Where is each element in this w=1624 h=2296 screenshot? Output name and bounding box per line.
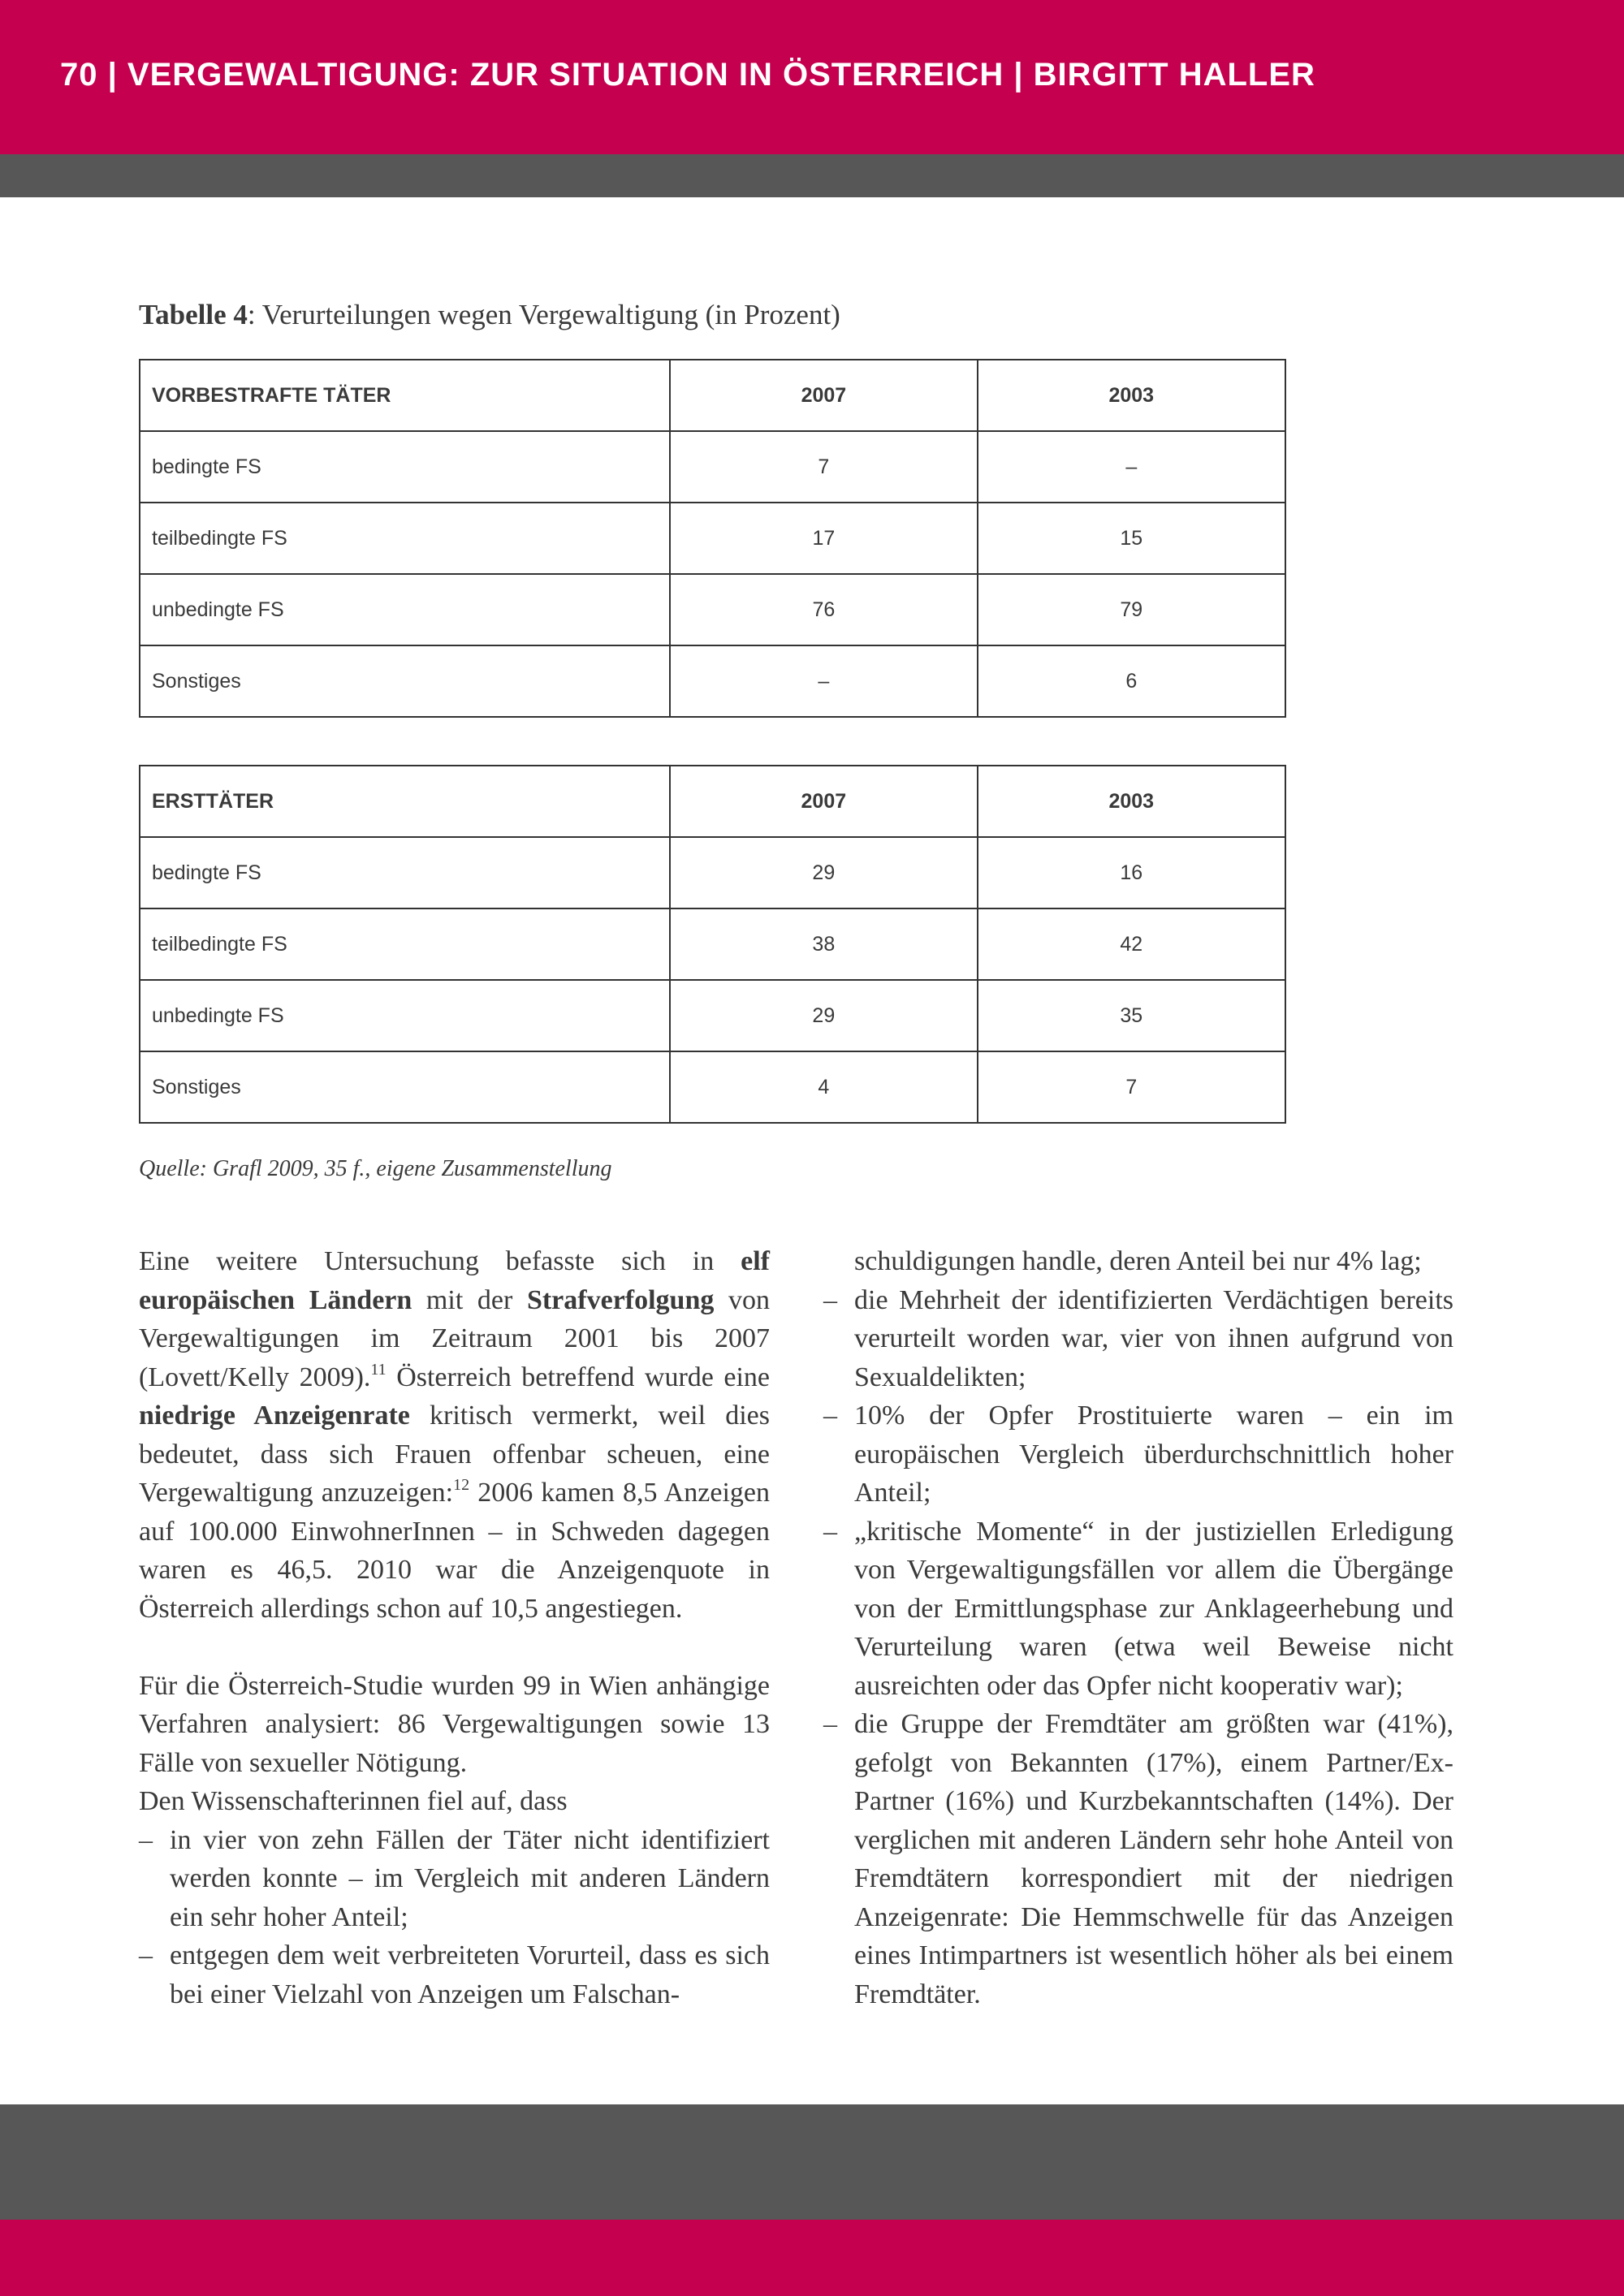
table-row	[140, 431, 1285, 503]
table-cell: –	[978, 431, 1285, 503]
header-cell: VORBESTRAFTE TÄTER	[140, 360, 670, 431]
table-row	[140, 645, 1285, 717]
footer-gray-bar	[0, 2104, 1624, 2220]
row-label: unbedingte FS	[140, 574, 670, 645]
table-header-row	[140, 360, 1285, 431]
table-row	[140, 503, 1285, 574]
list-item: – entgegen dem weit verbreiteten Vorurteil, dass es sich bei einer Vielzahl von Anzeigen um Falschan-	[139, 1936, 770, 2013]
table-cell: 76	[670, 574, 977, 645]
table-cell: 35	[978, 980, 1285, 1051]
emphasis: Strafverfolgung	[526, 1284, 715, 1315]
table-ersttaeter	[139, 765, 1286, 1124]
header-cell: 2003	[978, 766, 1285, 837]
list-item: – die Gruppe der Fremdtäter am größten war (41%), gefolgt von Bekannten (17%), einem Partner/Ex-Partner (16%) und Kurzbekanntschaften (14%). Der verglichen mit anderen Ländern sehr hohe Anteil von Fremdtätern korrespondiert mit der niedrigen Anzeigenrate: Die Hemmschwelle für das Anzeigen eines Intimpartners ist wesentlich höher als bei einem Fremdtäter.	[823, 1705, 1453, 2013]
header-cell: 2007	[670, 766, 977, 837]
list-item: – die Mehrheit der identifizierten Verdächtigen bereits verurteilt worden war, vier von ihnen aufgrund von Sexualdelikten;	[823, 1281, 1453, 1397]
emphasis: niedrige Anzeigenrate	[139, 1400, 410, 1431]
row-label: bedingte FS	[140, 837, 670, 908]
header-cell: ERSTTÄTER	[140, 766, 670, 837]
table-cell: 7	[978, 1051, 1285, 1123]
table-row	[140, 908, 1285, 980]
body-paragraph: Für die Österreich-Studie wurden 99 in Wien anhängige Verfahren analysiert: 86 Vergewaltigungen sowie 13 Fälle von sexueller Nötigung.	[139, 1670, 770, 1778]
table-cell: 38	[670, 908, 977, 980]
list-item: – 10% der Opfer Prostituierte waren – ein im europäischen Vergleich überdurchschnittlich hoher Anteil;	[823, 1396, 1453, 1513]
list-item: – in vier von zehn Fällen der Täter nicht identifiziert werden konnte – im Vergleich mit anderen Ländern ein sehr hoher Anteil;	[139, 1821, 770, 1937]
findings-list	[823, 1281, 1453, 2014]
table-caption-label: Tabelle 4	[139, 299, 248, 330]
table-cell: 29	[670, 980, 977, 1051]
footnote-ref[interactable]: 12	[453, 1476, 470, 1494]
text-column-left	[139, 1242, 770, 2013]
header-cell: 2007	[670, 360, 977, 431]
findings-list	[139, 1821, 770, 2014]
emphasis: elf europäischen Ländern	[139, 1246, 770, 1315]
table-caption-text: : Verurteilungen wegen Vergewaltigung (in Prozent)	[247, 299, 840, 330]
row-label: teilbedingte FS	[140, 503, 670, 574]
row-label: bedingte FS	[140, 431, 670, 503]
row-label: unbedingte FS	[140, 980, 670, 1051]
table-cell: 6	[978, 645, 1285, 717]
row-label: Sonstiges	[140, 645, 670, 717]
table-cell: 29	[670, 837, 977, 908]
header-gray-bar	[0, 154, 1624, 197]
table-cell: 17	[670, 503, 977, 574]
list-item: – „kritische Momente“ in der justiziellen Erledigung von Vergewaltigungsfällen vor allem die Übergänge von der Ermittlungsphase zur Anklageerhebung und Verurteilung waren (etwa weil Beweise nicht ausreichten oder das Opfer nicht kooperativ war);	[823, 1513, 1453, 1706]
table-row	[140, 1051, 1285, 1123]
body-paragraph: Den Wissenschafterinnen fiel auf, dass	[139, 1786, 568, 1816]
row-label: Sonstiges	[140, 1051, 670, 1123]
table-caption	[139, 299, 840, 331]
text-column-right	[823, 1242, 1453, 2013]
table-cell: –	[670, 645, 977, 717]
table-vorbestrafte-taeter	[139, 359, 1286, 718]
running-header: 70 | VERGEWALTIGUNG: ZUR SITUATION IN ÖSTERREICH | BIRGITT HALLER	[60, 57, 1315, 93]
table-cell: 16	[978, 837, 1285, 908]
row-label: teilbedingte FS	[140, 908, 670, 980]
table-cell: 42	[978, 908, 1285, 980]
table-cell: 4	[670, 1051, 977, 1123]
table-source-note: Quelle: Grafl 2009, 35 f., eigene Zusammenstellung	[139, 1156, 612, 1181]
table-row	[140, 837, 1285, 908]
table-cell: 7	[670, 431, 977, 503]
table-row	[140, 574, 1285, 645]
table-header-row	[140, 766, 1285, 837]
table-row	[140, 980, 1285, 1051]
footer-band	[0, 2220, 1624, 2296]
list-item-continuation: schuldigungen handle, deren Anteil bei nur 4% lag;	[854, 1246, 1422, 1276]
body-paragraph: Eine weitere Untersuchung befasste sich in elf europäischen Ländern mit der Strafverfolgung von Vergewaltigungen im Zeitraum 2001 bis 2007 (Lovett/Kelly 2009).$^{11}$ Österreich betreffend wurde eine niedrige Anzeigenrate kritisch vermerkt, weil dies bedeutet, dass sich Frauen offenbar scheuen, eine Vergewaltigung anzuzeigen:$^{12}$ 2006 kamen 8,5 Anzeigen auf 100.000 EinwohnerInnen – in Schweden dagegen waren es 46,5. 2010 war die Anzeigenquote in Österreich allerdings schon auf 10,5 angestiegen.	[139, 1246, 771, 1624]
table-cell: 79	[978, 574, 1285, 645]
footnote-ref[interactable]: 11	[370, 1360, 387, 1379]
table-cell: 15	[978, 503, 1285, 574]
header-cell: 2003	[978, 360, 1285, 431]
